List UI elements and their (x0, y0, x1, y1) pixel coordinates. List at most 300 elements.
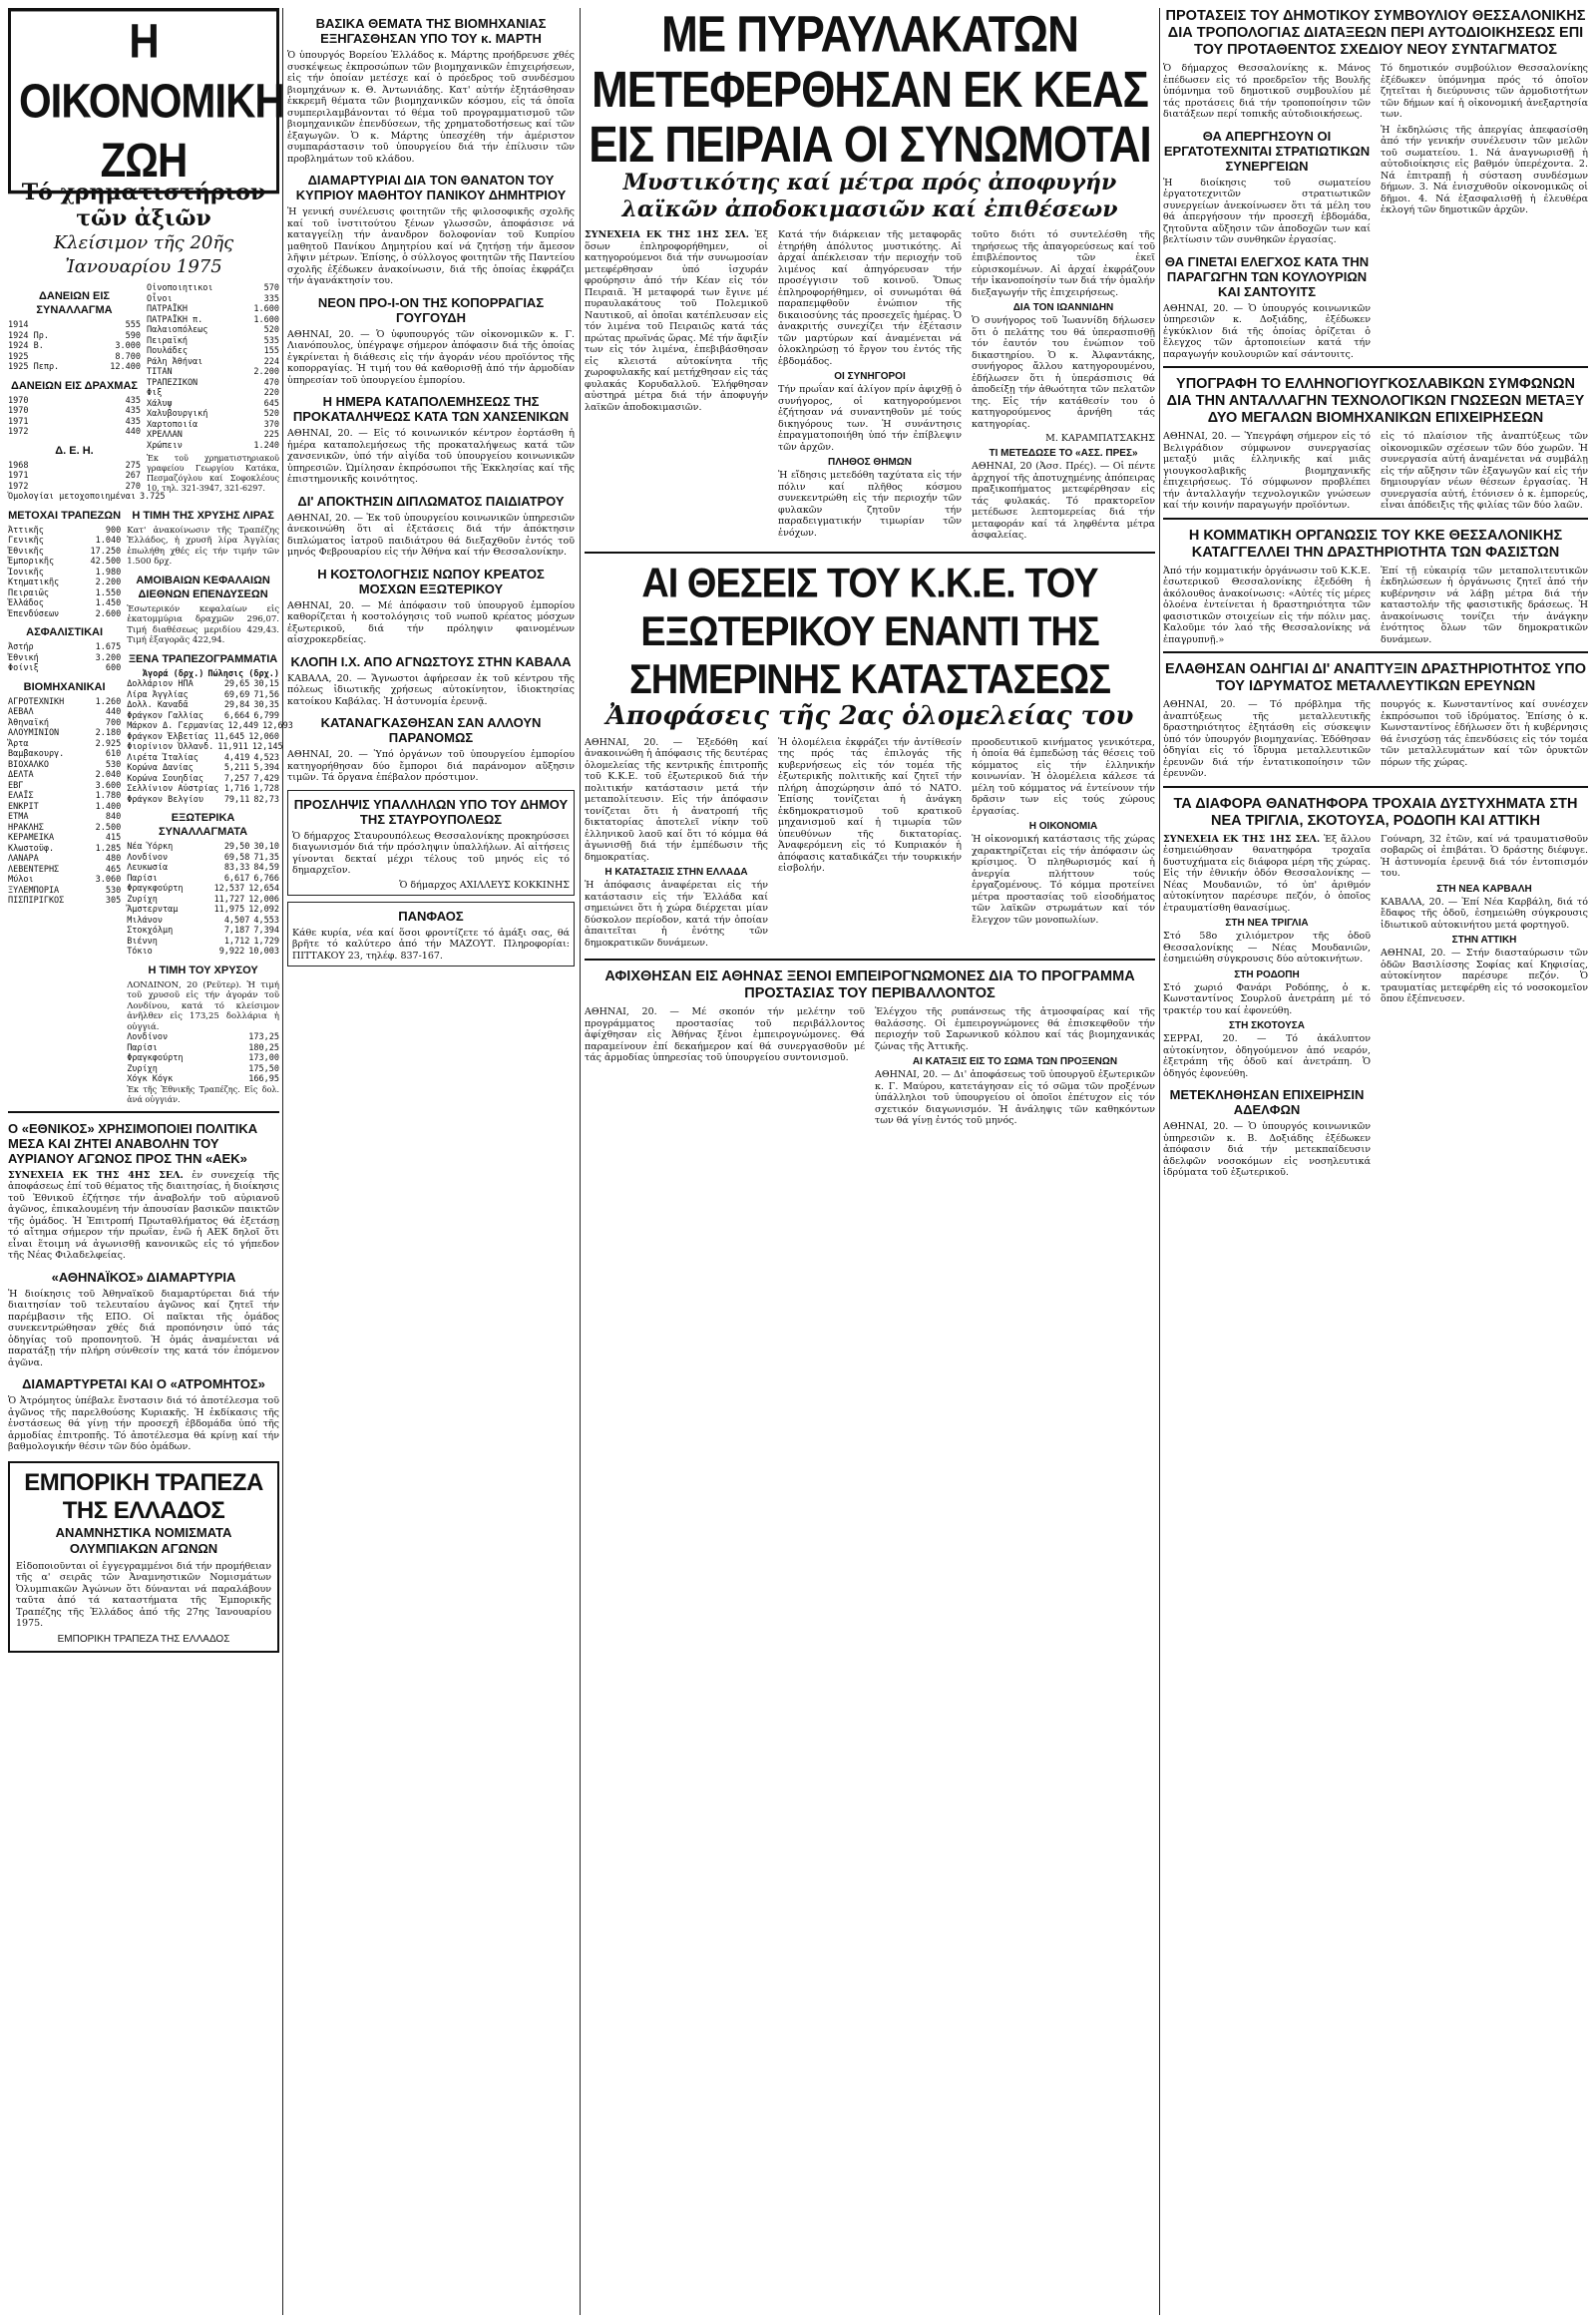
story-headline: ΕΛΑΘΗΣΑΝ ΟΔΗΓΙΑΙ ΔΙ' ΑΝΑΠΤΥΞΙΝ ΔΡΑΣΤΗΡΙΟΤΗΤΟΣ ΥΠΟ ΤΟΥ ΙΔΡΥΜΑΤΟΣ ΜΕΤΑΛΛΕΥΤΙΚΩΝ ΕΡΕΥΝΩΝ (1164, 661, 1587, 694)
market-row (8, 823, 121, 834)
market-row-name: Χάλυψ (147, 398, 173, 409)
story-headline: Η ΚΟΜΜΑΤΙΚΗ ΟΡΓΑΝΩΣΙΣ ΤΟΥ ΚΚΕ ΘΕΣΣΑΛΟΝΙΚΗΣ ΚΑΤΑΓΓΕΛΛΕΙ ΤΗΝ ΔΡΑΣΤΗΡΙΟΤΗΤΑ ΤΩΝ ΦΑΣΙΣΤΩΝ (1188, 527, 1563, 561)
market-row-name: Δολλάριον ΗΠΑ (127, 679, 194, 689)
market-row (8, 471, 141, 482)
market-row-name: ΠΑΤΡΑΪΚΗ (147, 304, 188, 314)
story-headline: ΚΑΤΑΝΑΓΚΑΣΘΗΣΑΝ ΣΑΝ ΑΛΛΟΥΝ ΠΑΡΑΝΟΜΩΣ (320, 715, 542, 745)
market-row-name: ΤΙΤΑΝ (147, 367, 173, 377)
lead-subhead: ΟΙ ΣΥΝΗΓΟΡΟΙ (834, 371, 906, 382)
market-row-name: 1972 (8, 427, 29, 437)
story-body: Ἡ γενική συνέλευσις φοιτητῶν τῆς φιλοσοφικῆς σχολῆς καί τοῦ ἰνστιτούτου ξένων γλωσσῶν, ἀποφάσισε νά καταγγείλῃ τήν ἀνανδρον δολοφονίαν τοῦ Κυπρίου μαθητοῦ Πανίκου Δημητρίου καί νά ζητήσῃ τήν ἄμεσον λῆψιν μέτρων. Ἐπίσης, ὁ σύλλογος φοιτητῶν τῆς Παντείου σχολῆς ἐξέδωκεν ἀνακοίνωσιν, διά τῆς ὁποίας ἐκφράζει τήν ἀγανάκτησίν του. (287, 206, 575, 286)
market-row (127, 842, 279, 853)
lead-body: Ἡ εἴδησις μετεδόθη ταχύτατα εἰς τήν πόλιν καί πλῆθος κόσμου συνεκεντρώθη εἰς τήν περιοχήν τῶν φυλακῶν ζητοῦν τήν παραδειγματικήν τιμωρίαν τῶν ἐνόχων. (778, 470, 962, 539)
market-row-name: ΑΓΡΟΤΕΧΝΙΚΗ (8, 696, 65, 707)
market-row (8, 653, 121, 664)
story-headline: ΔΙΑΜΑΡΤΥΡΙΑΙ ΔΙΑ ΤΟΝ ΘΑΝΑΤΟΝ ΤΟΥ ΚΥΠΡΙΟΥ ΜΑΘΗΤΟΥ ΠΑΝΙΚΟΥ ΔΗΜΗΤΡΙΟΥ (295, 173, 567, 202)
market-row-sell: 5,394 (253, 763, 279, 773)
market-row (147, 304, 279, 315)
market-row (147, 357, 279, 368)
market-row-value: 173,00 (248, 1053, 279, 1063)
lead-subhead: ΠΛΗΘΟΣ ΘΗΜΩΝ (827, 457, 913, 468)
story-body: Ἡ διοίκησις τοῦ Ἀθηναϊκοῦ διαμαρτύρεται διά τήν διαιτησίαν τοῦ τελευταίου ἀγῶνος καί ζητεῖ τήν παρέμβασιν τῆς ΕΠΟ. Οἱ παῖκται τῆς ὁμάδος συνεκεντρώθησαν χθές διά προπόνησιν ὑπό τάς ὁδηγίας τοῦ προπονητοῦ. Ἡ ὁμάς ἀναμένεται νά παρατάξῃ τήν πλήρη σύνθεσίν της κατά τόν ἐπόμενον ἀγῶνα. (8, 1288, 279, 1368)
insurance-list (8, 642, 121, 674)
market-row (8, 791, 121, 802)
market-row-value: 900 (105, 525, 122, 536)
market-row-name: ΔΕΛΤΑ (8, 770, 34, 780)
market-row-name: Λονδίνον (127, 1032, 169, 1042)
market-row (147, 441, 279, 452)
lead-kicker: ΣΥΝΕΧΕΙΑ ΕΚ ΤΗΣ 1ΗΣ ΣΕΛ. (585, 229, 749, 240)
market-row (127, 700, 279, 711)
market-row-buy: 4,419 (223, 752, 250, 763)
market-row-value: 305 (105, 896, 122, 906)
market-row-value: 840 (105, 812, 122, 822)
market-row-sell: 12,092 (248, 905, 279, 915)
market-row-buy: 4,507 (223, 915, 250, 926)
market-row-value: 440 (105, 707, 122, 717)
market-row (127, 784, 279, 795)
market-row (8, 781, 121, 792)
market-row-name: 1925 (8, 351, 29, 362)
market-row (8, 886, 121, 897)
kke-headline: ΑΙ ΘΕΣΕΙΣ ΤΟΥ Κ.Κ.Ε. ΤΟΥ ΕΞΩΤΕΡΙΚΟΥ ΕΝΑΝΤΙ ΤΗΣ ΣΗΜΕΡΙΝΗΣ ΚΑΤΑΣΤΑΣΕΩΣ (628, 560, 1111, 703)
gold-price-list (127, 1032, 279, 1085)
market-row-name: 1968 (8, 460, 29, 471)
market-row (127, 774, 279, 785)
market-row-name: Φράγκον Γαλλίας (127, 710, 203, 721)
story-subhead: ΣΤΗ ΝΕΑ ΤΡΙΓΛΙΑ (1225, 918, 1309, 929)
market-row-buy: 11,727 (213, 894, 245, 905)
market-row-value: 3.200 (95, 652, 122, 663)
market-row (127, 679, 279, 690)
market-row-buy: 11,911 (217, 742, 248, 752)
market-row-name: Ἀστήρ (8, 642, 34, 652)
lead-body: Τήν πρωΐαν καί ἀλίγον πρίν ἀφιχθῇ ὁ συνήγορος, οἱ κατηγορούμενοι ἐζήτησαν νά συναντηθοῦν μέ τούς δικηγόρους των. Ἡ συνάντησις ἐπραγματοποιήθη ὑπό τήν ἐπίβλεψιν τῶν ἀρχῶν. (778, 384, 962, 453)
market-row-value: 520 (263, 325, 279, 335)
lead-subhead: ΤΙ ΜΕΤΕΔΩΣΕ ΤΟ «ΑΣΣ. ΠΡΕΣ» (989, 448, 1138, 459)
market-row-buy: 5,211 (223, 763, 250, 773)
market-row (127, 690, 279, 701)
market-row-value: 435 (125, 406, 141, 416)
market-row-buy: 6,617 (223, 873, 250, 884)
market-row-name: Πειραιῶς (8, 587, 49, 598)
fx-list (127, 679, 293, 805)
market-row (147, 409, 279, 420)
foreign-body: ΑΘΗΝΑΙ, 20. — Δι' ἀποφάσεως τοῦ ὑπουργοῦ ἐξωτερικῶν κ. Γ. Μαύρου, κατετάγησαν εἰς τό σῶμα τῶν προξένων ὑπάλληλοι τοῦ ὑπουργείου οἱ ὁποῖοι ἐπέτυχον εἰς τόν σχετικόν διαγωνισμόν. Ἡ ἀνάληψις τῶν καθηκόντων των θά γίνῃ ἐντός τοῦ μηνός. (875, 1069, 1155, 1126)
market-row-value: 1.040 (95, 536, 122, 546)
market-row (127, 763, 279, 774)
market-row-buy: 69,58 (223, 852, 250, 863)
kke-subhead: Η ΚΑΤΑΣΤΑΣΙΣ ΣΤΗΝ ΕΛΛΑΔΑ (604, 867, 748, 878)
market-row-name: Στοκχόλμη (127, 926, 174, 936)
market-row-name: Ἐπενδύσεων (8, 608, 60, 619)
market-row-name: Ζυρίχη (127, 894, 158, 905)
market-row-name: 1914 (8, 320, 29, 330)
market-row-value: 2.180 (95, 728, 122, 738)
market-row-name: Ἑλλάδος (8, 598, 44, 608)
story-body: Ἡ διοίκησις τοῦ σωματείου ἐργατοτεχνιτῶν στρατιωτικῶν συνεργείων ἀνεκοίνωσεν ὅτι τά μέλη του θά ἀπεργήσουν τήν προσεχῆ ἑβδομάδα, ζητοῦντα αὔξησιν τῶν ἀποδοχῶν των καί βελτίωσιν τῶν συνθηκῶν ἐργασίας. (1163, 177, 1371, 245)
market-row (127, 926, 279, 937)
market-row-name: Νέα Ὑόρκη (127, 842, 174, 852)
market-row (127, 753, 279, 764)
market-row-buy: 29,50 (223, 842, 250, 852)
market-row-sell: 1,728 (253, 784, 279, 794)
story-body: Τό δημοτικόν συμβούλιον Θεσσαλονίκης ἐξέδωκεν ὑπόμνημα πρός τό ὁποῖον ζητεῖται ἡ διεύρυνσις τῶν ἁρμοδιοτήτων τῶν δήμων καί ἡ οἰκονομική ἀνεξαρτησία των. (1381, 63, 1588, 120)
market-row-value: 335 (263, 293, 279, 304)
story-body: ΑΘΗΝΑΙ, 20. — Ὁ ὑφυπουργός τῶν οἰκονομικῶν κ. Γ. Λιανόπουλος, ὑπέγραψε σήμερον ἀπόφασιν διά τῆς ὁποίας ἐγκρίνεται ἡ διάθεσις εἰς τήν ἀγοράν νέου προϊόντος τῆς κοπορραγίας. Ἡ τιμή του θά καθορισθῇ ἀπό τήν ἁρμοδίαν ὑπηρεσίαν τοῦ ὑπουργείου ἐμπορίου. (287, 328, 575, 386)
lead-deck: Μυστικότης καί μέτρα πρός ἀποφυγήν λαϊκῶν ἀποδοκιμασιῶν καί ἐπιθέσεων (621, 170, 1118, 222)
market-row-value: 270 (125, 481, 141, 492)
market-row-value: 435 (125, 395, 141, 406)
ad-footer: ΕΜΠΟΡΙΚΗ ΤΡΑΠΕΖΑ ΤΗΣ ΕΛΛΑΔΟΣ (57, 1633, 230, 1645)
market-row-value: 1.400 (95, 801, 122, 812)
story-headline: Η ΗΜΕΡΑ ΚΑΤΑΠΟΛΕΜΗΣΕΩΣ ΤΗΣ ΠΡΟΚΑΤΑΛΗΨΕΩΣ ΚΑΤΑ ΤΩΝ ΧΑΝΣΕΝΙΚΩΝ (292, 394, 570, 424)
story-body: Ἡ ἐκδηλώσις τῆς ἀπεργίας ἀπεφασίσθη ἀπό τήν γενικήν συνέλευσιν τῶν μελῶν τοῦ σωματείου. 1. Νά ἀναγνωρισθῇ ἡ αὐτοδιοίκησις εἰς βαθμόν ὑπερέχοντα. 2. Νά ἐπιτραπῇ ἡ σύσταση συνδέσμων δήμων. 3. Νά ἐνισχυθοῦν οἰκονομικῶς οἱ δῆμοι. 4. Νά ἐξασφαλισθῇ ἡ ἐλευθέρα ἐκλογή τῶν δημοτικῶν ἀρχῶν. (1381, 124, 1588, 215)
market-row (8, 557, 121, 568)
market-row-value: 267 (125, 471, 141, 481)
market-row-name: Παρίσι (127, 1042, 158, 1053)
market-row-name: Μύλοι (8, 875, 34, 885)
market-row (127, 895, 279, 906)
market-row (8, 844, 121, 855)
market-row (8, 331, 141, 342)
market-row-name: ΛΕΒΕΝΤΕΡΗΣ (8, 864, 60, 875)
market-row-value: 1.260 (95, 696, 122, 707)
market-row (8, 875, 121, 886)
market-row-value: 645 (263, 398, 279, 409)
market-row-name: Λονδίνον (127, 852, 169, 863)
market-row-sell: 12,006 (248, 894, 279, 905)
story-kicker: ΣΥΝΕΧΕΙΑ ΕΚ ΤΗΣ 1ΗΣ ΣΕΛ. (1163, 833, 1321, 845)
market-row-name: Πουλάδες (147, 346, 188, 356)
market-row (8, 739, 121, 750)
market-row-value: 1.285 (95, 843, 122, 854)
market-row (127, 732, 279, 743)
gold-price-note: Ἐκ τῆς Ἐθνικῆς Τραπέζης. Εἰς δολ. ἀνά οὐγγιάν. (127, 1084, 279, 1104)
market-row (127, 853, 279, 864)
market-row-name: ΒΙΟΧΑΛΚΟ (8, 759, 49, 770)
market-row (8, 760, 121, 771)
market-row (127, 1074, 279, 1085)
story-body: ΚΑΒΑΛΑ, 20. — Ἄγνωστοι ἀφήρεσαν ἐκ τοῦ κέντρου τῆς πόλεως ἰδιωτικῆς χρήσεως αὐτοκίνητον, ἰδιοκτησίας κατοίκου Καβάλας. Ἡ ἀστυνομία ἐρευνᾷ. (287, 672, 575, 707)
market-row-name: Χαλυβουργική (147, 409, 208, 419)
market-row (8, 341, 141, 352)
market-row (8, 461, 141, 472)
market-row-value: 1.980 (95, 567, 122, 578)
dee-list (8, 460, 166, 503)
story-body: Στό χωριό Φανάρι Ροδόπης, ὁ κ. Κωνσταντίνος Σουρλοῦ ἀνετράπη μέ τό τρακτέρ του καί ἐφονεύθη. (1163, 981, 1371, 1016)
market-row (147, 378, 279, 389)
market-row-sell: 71,35 (253, 852, 279, 863)
story-headline: ΔΙ' ΑΠΟΚΤΗΣΙΝ ΔΙΠΛΩΜΑΤΟΣ ΠΑΙΔΙΑΤΡΟΥ (297, 493, 565, 509)
market-row (127, 884, 279, 895)
market-row (127, 1053, 279, 1064)
market-row-name: ΤΡΑΠΕΖΙΚΟΝ (147, 377, 199, 388)
market-row-value: 220 (263, 388, 279, 398)
market-row-value: 2.925 (95, 738, 122, 749)
market-row-value: 3.725 (139, 492, 166, 502)
market-row-name: Κτηματικῆς (8, 578, 60, 587)
market-row (147, 346, 279, 357)
market-row (8, 718, 121, 729)
foreign-body: Ἐλέγχου τῆς ρυπάνσεως τῆς ἀτμοσφαίρας καί τῆς θαλάσσης. Οἱ ἐμπειρογνώμονες θά ἐπισκεφθοῦν τήν περιοχήν τοῦ Σαρωνικοῦ κόλπου καί τάς βιομηχανικάς ζώνας τῆς Ἀττικῆς. (875, 1006, 1155, 1052)
ext-fx-heading: ΕΞΩΤΕΡΙΚΑ ΣΥΝΑΛΛΑΓΜΑΤΑ (159, 812, 248, 838)
market-row-buy: 29,65 (223, 679, 250, 689)
market-row (8, 749, 121, 760)
market-row-value: 570 (263, 283, 279, 293)
market-row (8, 642, 121, 653)
market-row-name: 1972 (8, 481, 29, 492)
market-row (8, 396, 141, 407)
market-date: Κλείσιμον τῆς 20ῆς Ἰανουαρίου 1975 (53, 232, 234, 277)
market-row (8, 547, 121, 558)
market-row-name: Ἄρτα (8, 738, 29, 749)
gold-price-heading: Η ΤΙΜΗ ΤΟΥ ΧΡΥΣΟΥ (148, 964, 258, 976)
lead-headline: ΜΕ ΠΥΡΑΥΛΑΚΑΤΩΝ ΜΕΤΕΦΕΡΘΗΣΑΝ ΕΚ ΚΕΑΣ ΕΙΣ ΠΕΙΡΑΙΑ ΟΙ ΣΥΝΩΜΟΤΑΙ (589, 6, 1151, 174)
stock-list (147, 283, 279, 451)
market-row (127, 742, 283, 753)
market-row (8, 707, 121, 718)
story-headline: ΠΡΟΤΑΣΕΙΣ ΤΟΥ ΔΗΜΟΤΙΚΟΥ ΣΥΜΒΟΥΛΙΟΥ ΘΕΣΣΑΛΟΝΙΚΗΣ ΔΙΑ ΤΡΟΠΟΛΟΓΙΑΣ ΔΙΑΤΑΞΕΩΝ ΠΕΡΙ ΑΥΤΟΔΙΟΙΚΗΣΕΩΣ ΕΠΙ ΤΟΥ ΠΡΟΤΑΘΕΝΤΟΣ ΣΧΕΔΙΟΥ ΝΕΟΥ ΣΥΝΤΑΓΜΑΤΟΣ (1165, 8, 1586, 58)
drachma-heading: ΔΑΝΕΙΩΝ ΕΙΣ ΔΡΑΧΜΑΣ (10, 379, 139, 392)
market-row-sell: 4,523 (253, 752, 279, 763)
market-row-name: Βιέννη (127, 936, 158, 947)
market-row-name: ΑΕΒΑΛ (8, 707, 34, 717)
market-row (8, 812, 121, 823)
market-row (127, 1032, 279, 1043)
story-body: ΑΘΗΝΑΙ, 20. — Εἰς τό κοινωνικόν κέντρον ἐορτάσθη ἡ ἡμέρα καταπολεμήσεως τῆς προκαταλήψεως κατά τῶν χανσενικῶν, ὑπό τήν αἰγίδα τοῦ ὑπουργείου κοινωνικῶν ὑπηρεσιῶν. Ὡμίλησαν ἐκπρόσωποι τῆς Ἐκκλησίας καί τῆς ἐπιστημονικῆς κοινότητος. (287, 428, 575, 485)
market-row (8, 833, 121, 844)
market-row-value: 1.450 (95, 598, 122, 608)
market-row-name: Ἐμπορικῆς (8, 557, 55, 567)
market-row-value: 3.600 (95, 780, 122, 791)
market-row-name: Σελλίνιον Αὐστρίας (127, 784, 219, 794)
market-row-value: 530 (105, 885, 122, 896)
market-row-sell: 71,56 (253, 689, 279, 700)
market-row-sell: 7,429 (253, 773, 279, 784)
bond-heading: ΔΑΝΕΙΩΝ ΕΙΣ ΣΥΝΑΛΛΑΓΜΑ (36, 290, 113, 316)
industry-list (8, 697, 121, 907)
market-row (8, 568, 121, 579)
market-row-name: Χόγκ Κόγκ (127, 1074, 174, 1084)
market-row (8, 492, 166, 503)
market-row (127, 863, 279, 874)
market-row-sell: 12,145 (251, 742, 283, 752)
market-row-name: Ἐθνική (8, 652, 39, 663)
story-body: Ἀπό τήν κομματικήν ὀργάνωσιν τοῦ Κ.Κ.Ε. ἐσωτερικοῦ Θεσσαλονίκης ἐξεδόθη ἡ ἀκόλουθος ἀνακοίνωσις: «Αὐτές τίς μέρες ὁλοένα ἐντείνεται ἡ δραστηριότητα τῶν φασιστικῶν στοιχείων εἰς τήν πόλιν μας. Καλοῦμε τόν λαό τῆς Θεσσαλονίκης νά ἐπαγρυπνῇ.» (1163, 565, 1371, 645)
market-row-name: 1925 Πεπρ. (8, 362, 60, 372)
mutual-fund-heading: ΑΜΟΙΒΑΙΩΝ ΚΕΦΑΛΑΙΩΝ ΔΙΕΘΝΩΝ ΕΠΕΝΔΥΣΕΩΝ (136, 574, 270, 600)
market-row-value: 225 (263, 430, 279, 440)
market-row-name: Κορώνα Σουηδίας (127, 773, 203, 784)
story-headline: ΠΡΟΣΛΗΨΙΣ ΥΠΑΛΛΗΛΩΝ ΥΠΟ ΤΟΥ ΔΗΜΟΥ ΤΗΣ ΣΤΑΥΡΟΥΠΟΛΕΩΣ (293, 796, 569, 827)
market-row-name: Κορώνα Δανίας (127, 763, 194, 773)
story-body: Ἐξ ἄλλου ἐσημειώθησαν θανατηφόρα τροχαῖα δυστυχήματα εἰς διάφορα μέρη τῆς χώρας. Εἰς τήν ἐθνικήν ὁδόν Θεσσαλονίκης — Νέας Μουδανιῶν, τό ὑπ' ἀριθμόν αὐτοκίνητον παρέσυρε πεζόν, ὁ ὁποῖος ἐτραυματίσθη θανασίμως. (1163, 833, 1371, 914)
market-row-value: 700 (105, 717, 122, 728)
market-row-value: 175,50 (248, 1063, 279, 1074)
market-row-name: ΚΕΡΑΜΕΙΚΑ (8, 833, 55, 843)
market-row (147, 325, 279, 336)
market-row (8, 320, 141, 331)
market-row-value: 610 (105, 749, 122, 759)
market-row-value: 42.500 (90, 557, 122, 567)
story-body: Ὁ δήμαρχος Θεσσαλονίκης κ. Μάνος ἐπέδωσεν εἰς τό προεδρεῖον τῆς Βουλῆς ὑπόμνημα τοῦ δημοτικοῦ συμβουλίου μέ τάς προτάσεις διά τήν τροποποίησιν τῶν διατάξεων περί τοπικῆς αὐτοδιοικήσεως. (1163, 63, 1371, 120)
market-row-buy: 83,33 (223, 863, 250, 873)
mutual-fund-text: Ἐσωτερικόν κεφαλαίων εἰς ἐκατομμύρια δραχμῶν 296,07. Τιμή διαθέσεως μεριδίου 429,43. Τιμή ἐξαγορᾶς 422,94. (127, 603, 279, 645)
market-row (147, 399, 279, 410)
market-row-name: Λιρέτα Ἰταλίας (127, 752, 199, 763)
market-row-name: ΛΑΝΑΡΑ (8, 854, 39, 864)
market-row-buy: 11,645 (213, 731, 245, 742)
story-body: Ὁ δήμαρχος Σταυρουπόλεως Θεσσαλονίκης προκηρύσσει διαγωνισμόν διά τήν πρόσληψιν ὑπαλλήλων. Αἱ αἰτήσεις γίνονται δεκταί μέχρι τέλους τοῦ μηνός εἰς τό δημαρχεῖον. (292, 830, 570, 876)
market-row (147, 336, 279, 347)
market-row-name: ΠΙΣΠΙΡΙΓΚΟΣ (8, 896, 65, 906)
market-row-value: 1.550 (95, 587, 122, 598)
market-row (8, 854, 121, 865)
market-row (127, 1064, 279, 1075)
story-headline: ΠΑΝΦΑΟΣ (398, 908, 464, 924)
market-row-value: 415 (105, 833, 122, 843)
market-row (147, 315, 279, 326)
column-rule (282, 8, 283, 2315)
market-row (8, 770, 121, 781)
market-row-name: ΑΛΟΥΜΙΝΙΟΝ (8, 728, 60, 738)
market-row-value: 3.000 (115, 341, 141, 351)
market-row-name: Ζυρίχη (127, 1063, 158, 1074)
market-row (8, 697, 121, 708)
foreign-subhead: ΑΙ ΚΑΤΑΞΙΣ ΕΙΣ ΤΟ ΣΩΜΑ ΤΩΝ ΠΡΟΞΕΝΩΝ (912, 1056, 1118, 1067)
column-economic (8, 8, 293, 2315)
market-row-value: 1.675 (95, 642, 122, 652)
market-row (127, 947, 279, 958)
market-row-sell: 4,553 (253, 915, 279, 926)
market-row-value: 600 (105, 663, 122, 673)
story-subhead: ΣΤΗ ΡΟΔΟΠΗ (1234, 968, 1300, 980)
story-body: Κάθε κυρία, νέα καί ὅσοι φροντίζετε τό ἀμάξι σας, θά βρῆτε τό καλύτερο ἀπό τήν ΜΑΖΟΥΤ. Πληροφορίαι: ΠΙΤΤΑΚΟΥ 23, τηλέφ. 837-167. (292, 927, 570, 962)
classified-box (287, 902, 575, 968)
market-row (127, 874, 279, 885)
market-row-value: 535 (263, 335, 279, 346)
market-row-value: 1.600 (253, 304, 279, 314)
market-row-sell: 6,799 (253, 710, 279, 721)
market-row-name: Οἰνοποιητικοι (147, 283, 213, 293)
market-row (8, 896, 121, 907)
market-row-value: 435 (125, 416, 141, 427)
notice-signature: Ὁ δήμαρχος ΑΧΙΛΛΕΥΣ ΚΟΚΚΙΝΗΣ (399, 879, 570, 891)
market-row-name: Μάρκον Δ. Γερμανίας (127, 721, 224, 731)
foreign-headline: ΑΦΙΧΘΗΣΑΝ ΕΙΣ ΑΘΗΝΑΣ ΞΕΝΟΙ ΕΜΠΕΙΡΟΓΝΩΜΟΝΕΣ ΔΙΑ ΤΟ ΠΡΟΓΡΑΜΜΑ ΠΡΟΣΤΑΣΙΑΣ ΤΟΥ ΠΕΡΙΒΑΛΛΟΝΤΟΣ (604, 968, 1135, 1001)
market-row (8, 598, 121, 609)
story-body: ΑΘΗΝΑΙ, 20. — Ὁ ὑπουργός κοινωνικῶν ὑπηρεσιῶν κ. Β. Δοξιάδης ἐξέδωκεν ἀπόφασιν διά τήν μετεκπαίδευσιν ἀδελφῶν νοσοκόμων εἰς νοσηλευτικά ἱδρύματα τοῦ ἐξωτερικοῦ. (1163, 1121, 1371, 1178)
story-body: εἰς τό πλαίσιον τῆς ἀναπτύξεως τῶν οἰκονομικῶν σχέσεων τῶν δύο χωρῶν. Ἡ συνεργασία αὐτή ἀναμένεται νά συμβάλῃ εἰς τήν αὔξησιν τῶν ἐξαγωγῶν καί εἰς τήν δημιουργίαν νέων θέσεων ἐργασίας. Ἡ συνεργασία αὐτή, ἐτόνισεν ὁ κ. ἐμπορεύς, εἶναι ἀπόδειξις τῆς φιλίας τῶν δύο λαῶν. (1381, 431, 1588, 511)
market-row (8, 663, 121, 674)
market-row-buy: 79,11 (223, 794, 250, 805)
column-lead (585, 8, 1155, 2315)
market-row-name: Ἐθνικῆς (8, 546, 44, 557)
market-row (127, 905, 279, 916)
market-row-name: Παρίσι (127, 873, 158, 884)
market-row-value: 275 (125, 460, 141, 471)
market-row (8, 362, 141, 373)
market-row-sell: 12,693 (262, 721, 293, 731)
market-row-name: ΠΑΤΡΑΪΚΗ π. (147, 314, 203, 325)
market-row-name: 1971 (8, 471, 29, 481)
insurance-heading: ΑΣΦΑΛΙΣΤΙΚΑΙ (26, 626, 104, 638)
story-body: ΑΘΗΝΑΙ, 20. — Ὑπεγράφη σήμερον εἰς τό Βελιγράδιον σύμφωνον συνεργασίας μεταξύ μιᾶς ἑλληνικῆς καί μιᾶς γιουγκοσλαβικῆς βιομηχανικῆς ἐπιχειρήσεως. Τό σύμφωνον προβλέπει τήν ἀνταλλαγήν τεχνολογικῶν γνώσεων καί τήν κοινήν παραγωγήν προϊόντων. (1163, 431, 1371, 511)
market-row-buy: 7,257 (223, 773, 250, 784)
market-row-name: Φιξ (147, 388, 163, 398)
broker-note: Ἐκ τοῦ χρηματιστηριακοῦ γραφείου Γεωργίου Κατάκα, Πεσμαζόγλου καί Σοφοκλέους 10, τηλ. 321-3947, 321-6297. (147, 454, 279, 493)
kke-body: Ἡ ὁλομέλεια ἐκφράζει τήν ἀντίθεσίν της πρός τάς ἐπιλογάς τῆς κυβερνήσεως εἰς τόν τομέα τῆς ἐξωτερικῆς πολιτικῆς καί ζητεῖ τήν πλήρη ἀποχώρησιν ἀπό τό ΝΑΤΟ. Ἐπίσης τονίζεται ἡ ἀνάγκη ἐκδημοκρατισμοῦ τοῦ κρατικοῦ μηχανισμοῦ καί ἡ τιμωρία τῶν ὑπευθύνων τῆς δικτατορίας. Ἀναφερόμενη εἰς τό Κυπριακόν ἡ ἀπόφασις καταδικάζει τήν τουρκικήν εἰσβολήν. (778, 736, 962, 874)
story-headline: ΝΕΟΝ ΠΡΟ-Ι-ΟΝ ΤΗΣ ΚΟΠΟΡΡΑΓΙΑΣ ΓΟΥΓΟΥΔΗ (317, 294, 545, 325)
market-row (127, 711, 279, 722)
market-title: Τό χρηματιστήριον τῶν ἀξιῶν (21, 180, 266, 231)
market-row-buy: 29,84 (223, 700, 250, 710)
kke-subhead: Η ΟΙΚΟΝΟΜΙΑ (1028, 821, 1098, 832)
lead-subhead: ΔΙΑ ΤΟΝ ΙΩΑΝΝΙΔΗΝ (1012, 302, 1114, 313)
market-row (147, 294, 279, 305)
market-row (8, 588, 121, 599)
market-row (127, 937, 279, 948)
kke-body: ΑΘΗΝΑΙ, 20. — Ἐξεδόθη καί ἀνακοινώθη ἡ ἀπόφασις τῆς δευτέρας ὁλομελείας τῆς κεντρικῆς ἐπιτροπῆς τοῦ Κ.Κ.Ε. τοῦ ἐξωτερικοῦ διά τήν πολιτικήν κατάστασιν μετά τήν μεταπολίτευσιν. Εἰς τήν ἀπόφασιν τονίζεται ὅτι ἡ ἀνατροπή τῆς δικτατορίας ἀποτελεῖ νίκην τοῦ ἑλληνικοῦ λαοῦ καί ὅτι τό κόμμα θά ἀγωνισθῇ διά τήν ἐμπέδωσιν τῆς δημοκρατίας. (585, 736, 768, 863)
market-row-value: 2.040 (95, 770, 122, 780)
market-row-name: Μιλάνον (127, 915, 164, 926)
market-row-value: 1.240 (253, 440, 279, 451)
story-body: Ὁ Ἀτρόμητος ὑπέβαλε ἔνστασιν διά τό ἀποτέλεσμα τοῦ ἀγῶνος τῆς παρελθούσης Κυριακῆς. Ἡ ἐκδίκασις τῆς ἐνστάσεως θά γίνῃ τήν προσεχῆ ἑβδομάδα ὑπό τῆς ἁρμοδίας ἐπιτροπῆς. Τό ἀποτέλεσμα θά κρίνῃ καί τήν βαθμολογικήν θέσιν τῶν δύο ὁμάδων. (8, 1395, 279, 1452)
lead-body: Ὁ συνήγορος τοῦ Ἰωαννίδη δήλωσεν ὅτι ὁ πελάτης του θά ὑπερασπισθῇ τόν ἑαυτόν του ἐνώπιον τοῦ δικαστηρίου. Ὁ κ. Ἀλφαντάκης, συνήγορος ἄλλου κατηγορουμένου, ἐδήλωσεν ὅτι ἡ ὑπεράσπισις θά ἀποδείξῃ τήν ἀθωότητα τῶν πελατῶν της. Εἰς τήν κατάθεσίν του ὁ κατηγορούμενος ἀρνήθη τάς κατηγορίας. (972, 315, 1155, 430)
market-row-value: 530 (105, 759, 122, 770)
market-row (8, 352, 141, 363)
market-row-name: Γενικῆς (8, 536, 44, 546)
market-row (8, 482, 141, 493)
market-row-name: Ὁμολογίαι μετοχοποιημέναι (8, 492, 136, 502)
story-subhead: ΜΕΤΕΚΛΗΘΗΣΑΝ ΕΠΙΧΕΙΡΗΣΙΝ ΑΔΕΛΦΩΝ (1169, 1087, 1365, 1117)
market-row-value: 520 (263, 409, 279, 419)
fx-col-buy: Ἀγορά (δρχ.) (142, 668, 204, 679)
bank-heading: ΜΕΤΟΧΑΙ ΤΡΑΠΕΖΩΝ (8, 509, 122, 522)
industry-heading: ΒΙΟΜΗΧΑΝΙΚΑΙ (23, 680, 106, 693)
market-row-name: Φοίνιξ (8, 663, 39, 673)
market-row-name: ΕΝΚΡΙΤ (8, 801, 39, 812)
ad-body: Εἰδοποιοῦνται οἱ ἐγγεγραμμένοι διά τήν προμήθειαν τῆς α' σειρᾶς τῶν Ἀναμνηστικῶν Νομισμάτων Ὀλυμπιακῶν Ἀγώνων ὅτι δύνανται νά παραλάβουν ταῦτα ἀπό τά καταστήματα τῆς Ἐμπορικῆς Τραπέζης τῆς Ἑλλάδος ἀπό τῆς 27ης Ἰανουαρίου 1975. (16, 1560, 271, 1629)
story-body: πουργός κ. Κωνσταντίνος καί συνέσχεν ἐκπρόσωποι τοῦ ἱδρύματος. Ἐπίσης ὁ κ. Κωνσταντίνος ἐδήλωσεν ὅτι ἡ κυβέρνησις θά ἐνισχύσῃ τάς ἐπενδύσεις εἰς τόν τομέα τῶν μεταλλευμάτων καί τῶν ὀρυκτῶν πόρων τῆς χώρας. (1381, 699, 1588, 768)
story-subhead: ΘΑ ΑΠΕΡΓΗΣΟΥΝ ΟΙ ΕΡΓΑΤΟΤΕΧΝΙΤΑΙ ΣΤΡΑΤΙΩΤΙΚΩΝ ΣΥΝΕΡΓΕΙΩΝ (1163, 128, 1371, 174)
market-row (8, 427, 141, 438)
market-row-name: ΕΛΑΪΣ (8, 791, 34, 801)
fx-heading: ΞΕΝΑ ΤΡΑΠΕΖΟΓΡΑΜΜΑΤΙΑ (128, 652, 278, 665)
market-row (147, 388, 279, 399)
market-row (8, 865, 121, 876)
market-row-value: 1.600 (253, 314, 279, 325)
column-news (1163, 8, 1588, 2315)
story-body: ΑΘΗΝΑΙ, 20. — Ἐκ τοῦ ὑπουργείου κοινωνικῶν ὑπηρεσιῶν ἀνεκοινώθη ὅτι αἱ ἐξετάσεις διά τήν ἀπόκτησιν διπλώματος ἰατροῦ παιδιάτρου θά διεξαχθοῦν ἐντός τοῦ μηνός Φεβρουαρίου εἰς τήν Ἀθήνα καί τήν Θεσσαλονίκην. (287, 512, 575, 558)
market-row-name: ΗΡΑΚΛΗΣ (8, 822, 44, 833)
market-row-buy: 69,69 (223, 689, 250, 700)
market-row-value: 12.400 (110, 362, 141, 372)
gold-sovereign-heading: Η ΤΙΜΗ ΤΗΣ ΧΡΥΣΗΣ ΛΙΡΑΣ (132, 509, 274, 522)
lead-body: ΑΘΗΝΑΙ, 20 (Ἀσσ. Πρές). — Οἱ πέντε ἀρχηγοί τῆς ἀποτυχημένης ἀπόπειρας πραξικοπήματος μετεφέρθησαν εἰς τάς φυλακάς. Τό πρακτορεῖον μετέδωσε λεπτομερείας διά τήν μεταφοράν καί τά ληφθέντα μέτρα ἀσφαλείας. (972, 461, 1155, 541)
market-row-value: 173,25 (248, 1032, 279, 1042)
story-subhead: ΣΤΗ ΣΚΟΤΟΥΣΑ (1229, 1020, 1305, 1031)
market-row-name: Φραγκφούρτη (127, 884, 184, 894)
market-row-name: Ἀθηναϊκή (8, 717, 49, 728)
story-headline: ΔΙΑΜΑΡΤΥΡΕΤΑΙ ΚΑΙ Ο «ΑΤΡΟΜΗΤΟΣ» (22, 1376, 265, 1391)
market-row (8, 802, 121, 813)
kke-deck: Ἀποφάσεις τῆς 2ας ὁλομελείας του (605, 700, 1134, 731)
market-row-value: 2.200 (253, 367, 279, 377)
story-body: Στό 58ο χιλιόμετρον τῆς ὁδοῦ Θεσσαλονίκης — Νέας Μουδανιῶν, ἐσημειώθη σύγκρουσις δύο αὐτοκινήτων. (1163, 931, 1371, 965)
market-row (147, 430, 279, 441)
